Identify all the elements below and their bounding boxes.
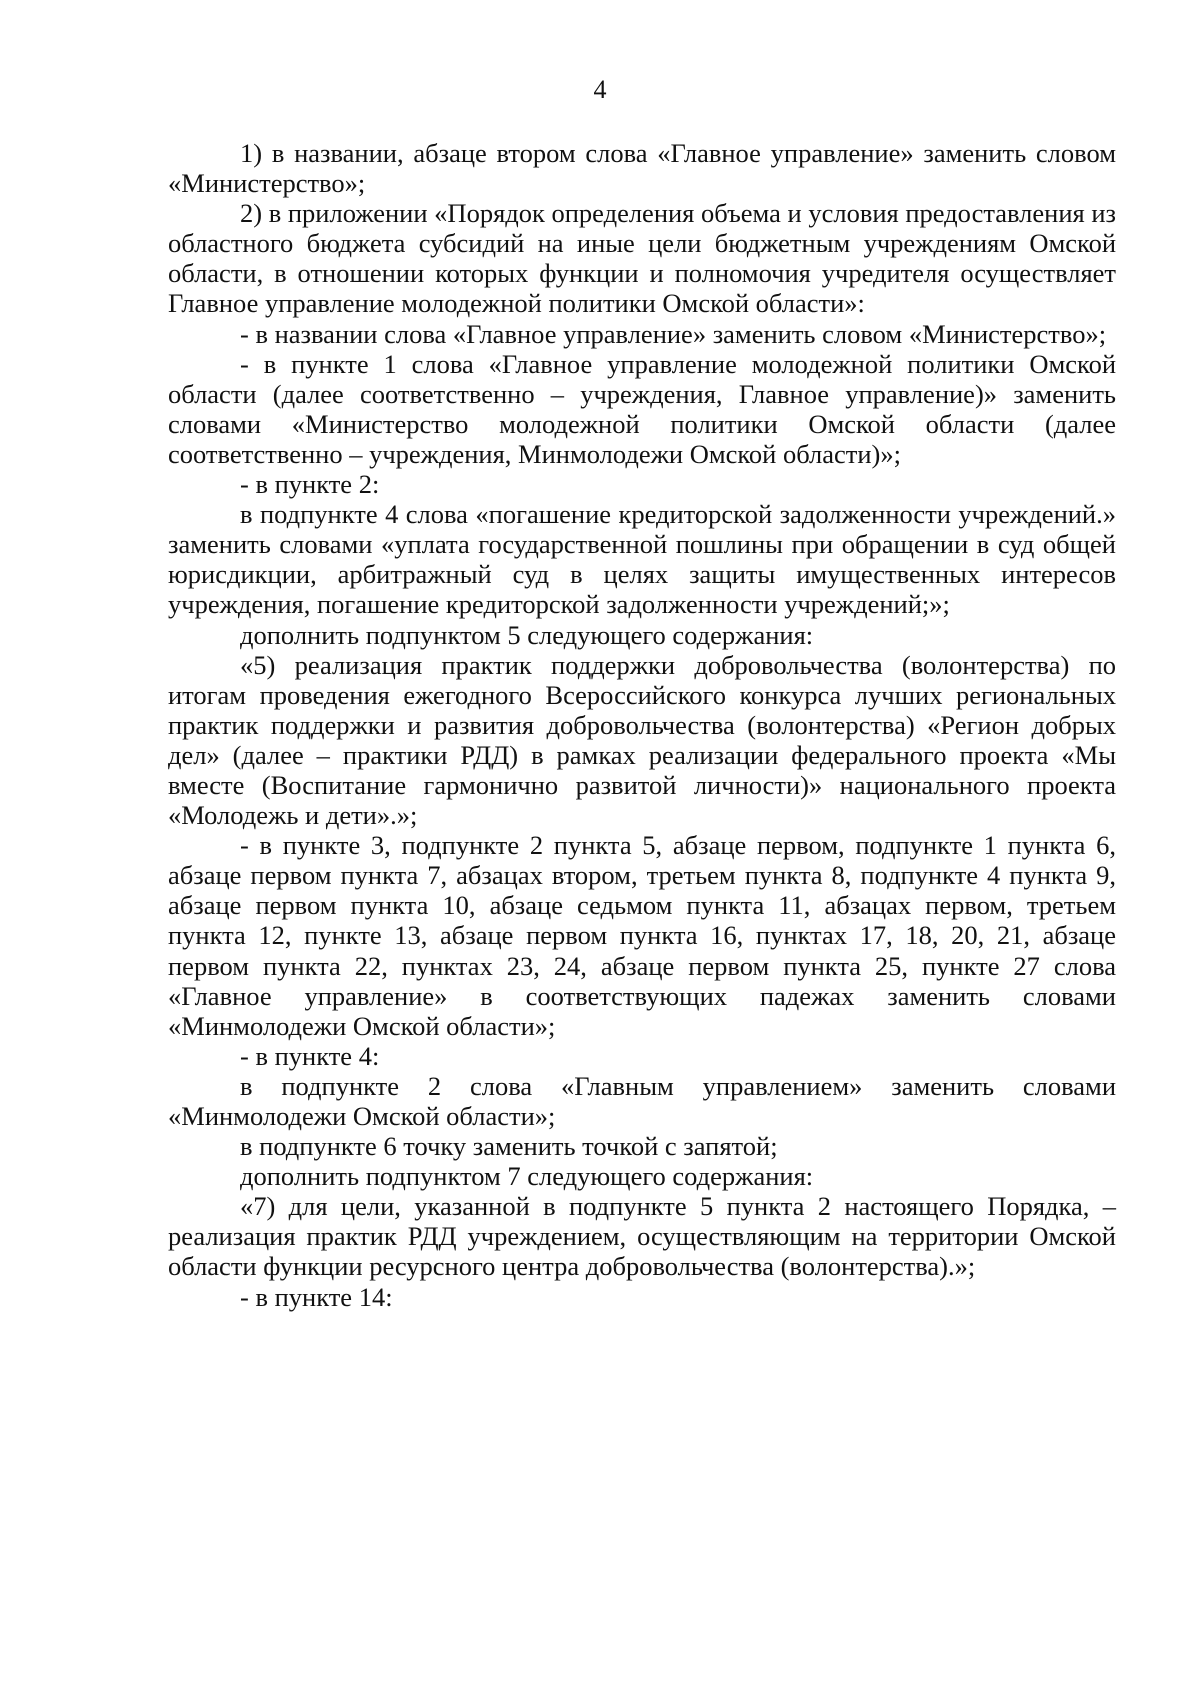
paragraph-subpoint-7-text: «7) для цели, указанной в подпункте 5 пункта 2 настоящего Порядка, – реализация практик РДД учреждением, осуществляющим на территории Омской области функции ресурсного центра добровольчества (волонтерства).»;	[168, 1191, 1116, 1282]
paragraph-item-2: 2) в приложении «Порядок определения объема и условия предоставления из областного бюджета субсидий на иные цели бюджетным учреждениям Омской области, в отношении которых функции и полномочия учредителя осуществляет Главное управление молодежной политики Омской области»:	[168, 198, 1116, 319]
paragraph-add-subpoint-7: дополнить подпунктом 7 следующего содержания:	[240, 1161, 814, 1192]
document-body	[168, 138, 1116, 1312]
page-number: 4	[593, 75, 607, 104]
paragraph-amend-point-1: - в пункте 1 слова «Главное управление молодежной политики Омской области (далее соответственно – учреждения, Главное управление)» заменить словами «Министерство молодежной политики Омской области (далее соответственно – учреждения, Минмолодежи Омской области)»;	[168, 348, 1116, 469]
paragraph-point-2-heading: - в пункте 2:	[240, 469, 380, 500]
paragraph-amend-title: - в названии слова «Главное управление» заменить словом «Министерство»;	[240, 318, 1107, 349]
paragraph-item-1: 1) в названии, абзаце втором слова «Главное управление» заменить словом «Министерство»;	[168, 138, 1116, 199]
paragraph-add-subpoint-5: дополнить подпунктом 5 следующего содержания:	[240, 619, 814, 650]
paragraph-subpoint-2: в подпункте 2 слова «Главным управлением» заменить словами «Минмолодежи Омской области»;	[168, 1070, 1116, 1131]
paragraph-replace-terms: - в пункте 3, подпункте 2 пункта 5, абзаце первом, подпункте 1 пункта 6, абзаце первом пункта 7, абзацах втором, третьем пункта 8, подпункте 4 пункта 9, абзаце первом пункта 10, абзаце седьмом пункта 11, абзацах первом, третьем пункта 12, пункте 13, абзаце первом пункта 16, пунктах 17, 18, 20, 21, абзаце первом пункта 22, пунктах 23, 24, абзаце первом пункта 25, пункте 27 слова «Главное управление» в соответствующих падежах заменить словами «Минмолодежи Омской области»;	[168, 830, 1116, 1041]
paragraph-point-14-heading: - в пункте 14:	[240, 1281, 393, 1312]
paragraph-subpoint-4: в подпункте 4 слова «погашение кредиторской задолженности учреждений.» заменить словами «уплата государственной пошлины при обращении в суд общей юрисдикции, арбитражный суд в целях защиты имущественных интересов учреждения, погашение кредиторской задолженности учреждений;»;	[168, 499, 1116, 620]
paragraph-subpoint-5-text: «5) реализация практик поддержки добровольчества (волонтерства) по итогам проведения ежегодного Всероссийского конкурса лучших региональных практик поддержки и развития добровольчества (волонтерства) «Регион добрых дел» (далее – практики РДД) в рамках реализации федерального проекта «Мы вместе (Воспитание гармонично развитой личности)» национального проекта «Молодежь и дети».»;	[168, 649, 1116, 831]
paragraph-point-4-heading: - в пункте 4:	[240, 1040, 380, 1071]
paragraph-subpoint-6: в подпункте 6 точку заменить точкой с запятой;	[240, 1131, 778, 1162]
